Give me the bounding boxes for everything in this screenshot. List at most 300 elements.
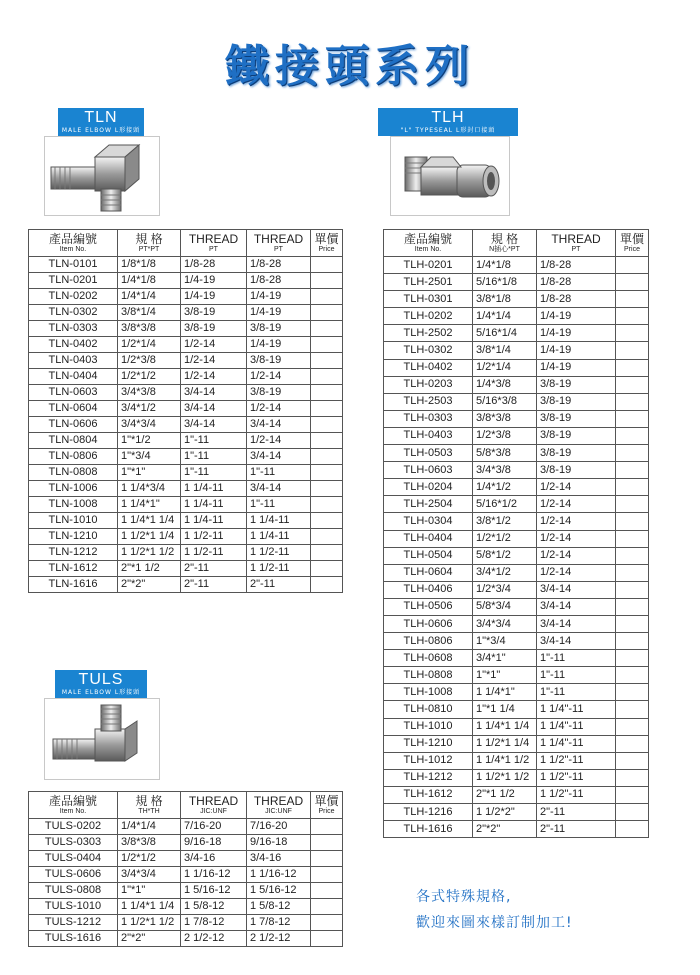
table-cell: 1/2-14 [537, 513, 616, 530]
price-cell [311, 481, 343, 497]
table-row [384, 667, 649, 684]
table-cell: TLH-0204 [384, 479, 473, 496]
table-cell: TLH-0404 [384, 530, 473, 547]
col-price-header: 單價 Price [311, 792, 343, 819]
price-cell [616, 291, 649, 308]
tln-badge-subtitle: MALE ELBOW L形接頭 [61, 127, 141, 134]
table-row [384, 359, 649, 376]
table-row [29, 851, 343, 867]
table-cell: 1/2*3/8 [118, 353, 181, 369]
table-cell: 1/2-14 [537, 496, 616, 513]
table-cell: 1/2-14 [181, 353, 247, 369]
table-cell: 1/8-28 [247, 257, 311, 273]
table-cell: 1/2-14 [247, 369, 311, 385]
table-cell: 1 1/2*1 1/4 [118, 529, 181, 545]
table-cell: 1 1/4*3/4 [118, 481, 181, 497]
table-cell: 1/4-19 [247, 305, 311, 321]
table-cell: 1 1/2*1 1/2 [118, 545, 181, 561]
table-cell: TLH-1212 [384, 769, 473, 786]
price-cell [311, 465, 343, 481]
table-cell: 1 1/4-11 [181, 513, 247, 529]
table-row [384, 547, 649, 564]
table-cell: 3/8*3/8 [473, 410, 537, 427]
table-row [384, 752, 649, 769]
price-cell [311, 401, 343, 417]
col-thread1-header: THREAD PT [537, 230, 616, 257]
table-row [384, 308, 649, 325]
table-cell: TLH-0810 [384, 701, 473, 718]
table-cell: 3/8*1/8 [473, 291, 537, 308]
table-row [384, 598, 649, 615]
table-cell: 9/16-18 [247, 835, 311, 851]
table-cell: 3/4-14 [537, 615, 616, 632]
table-cell: TLH-0808 [384, 667, 473, 684]
table-cell: TLH-0303 [384, 410, 473, 427]
table-row [384, 496, 649, 513]
table-cell: 9/16-18 [181, 835, 247, 851]
table-cell: 1 5/16-12 [247, 883, 311, 899]
table-cell: 5/16*1/8 [473, 274, 537, 291]
table-cell: 3/4*3/8 [473, 462, 537, 479]
table-row [29, 915, 343, 931]
price-cell [616, 684, 649, 701]
col-thread1-header: THREAD JIC:UNF [181, 792, 247, 819]
table-row [384, 393, 649, 410]
col-thread2-header: THREAD JIC:UNF [247, 792, 311, 819]
table-cell: 1 1/4-11 [247, 513, 311, 529]
price-cell [616, 496, 649, 513]
table-cell: 1"-11 [181, 449, 247, 465]
table-cell: 1"-11 [537, 684, 616, 701]
price-cell [616, 257, 649, 274]
table-row [384, 821, 649, 838]
table-cell: 3/8-19 [247, 321, 311, 337]
table-cell: 2"-11 [537, 821, 616, 838]
table-cell: 1 1/4*1 1/4 [473, 718, 537, 735]
table-cell: 1/2*1/2 [473, 530, 537, 547]
table-cell: 2"*2" [118, 931, 181, 947]
price-cell [311, 273, 343, 289]
table-cell: 3/8-19 [247, 385, 311, 401]
price-cell [616, 308, 649, 325]
col-thread1-header: THREAD PT [181, 230, 247, 257]
price-cell [311, 545, 343, 561]
table-cell: 1 1/4"-11 [537, 735, 616, 752]
table-cell: 3/4-14 [181, 385, 247, 401]
table-row [384, 615, 649, 632]
table-cell: 1/4-19 [537, 325, 616, 342]
price-cell [311, 417, 343, 433]
price-cell [311, 337, 343, 353]
table-cell: TLH-1612 [384, 786, 473, 803]
price-cell [616, 786, 649, 803]
table-cell: TLN-0604 [29, 401, 118, 417]
table-cell: 1 1/2*1 1/2 [118, 915, 181, 931]
price-cell [616, 581, 649, 598]
price-cell [616, 650, 649, 667]
table-cell: 1 1/4*1 1/4 [118, 513, 181, 529]
table-cell: 3/8-19 [181, 321, 247, 337]
table-cell: 1/2*1/2 [118, 369, 181, 385]
table-row [384, 804, 649, 821]
table-cell: TLH-0202 [384, 308, 473, 325]
table-cell: TLH-1010 [384, 718, 473, 735]
table-cell: 3/8-19 [247, 353, 311, 369]
table-cell: 7/16-20 [181, 819, 247, 835]
table-cell: TULS-0404 [29, 851, 118, 867]
col-code-header: 產品編號 Item No. [384, 230, 473, 257]
price-cell [616, 564, 649, 581]
table-cell: 3/8*1/4 [118, 305, 181, 321]
price-cell [311, 899, 343, 915]
table-cell: 1/4*1/2 [473, 479, 537, 496]
table-cell: 1 7/8-12 [247, 915, 311, 931]
table-cell: 3/8-19 [181, 305, 247, 321]
col-code-header: 產品編號 Item No. [29, 230, 118, 257]
page-title: 鐵接頭系列 [225, 41, 475, 92]
table-row [384, 427, 649, 444]
table-cell: 1 5/8-12 [247, 899, 311, 915]
price-cell [616, 410, 649, 427]
table-row [384, 581, 649, 598]
table-cell: 1/4-19 [247, 337, 311, 353]
table-row [29, 899, 343, 915]
table-row [29, 529, 343, 545]
table-cell: 1 1/2*2" [473, 804, 537, 821]
table-cell: TLN-0101 [29, 257, 118, 273]
table-cell: TLH-0406 [384, 581, 473, 598]
table-cell: TLN-0603 [29, 385, 118, 401]
table-cell: TLH-0503 [384, 445, 473, 462]
table-row [384, 769, 649, 786]
table-cell: TLH-0608 [384, 650, 473, 667]
table-cell: 1/2-14 [181, 337, 247, 353]
table-row [29, 353, 343, 369]
price-cell [616, 633, 649, 650]
table-cell: 1 1/2"-11 [537, 752, 616, 769]
tuls-elbow-image [45, 699, 159, 779]
tuls-badge-subtitle: MALE ELBOW L形接頭 [61, 689, 141, 696]
table-cell: 1 1/2*1 1/2 [473, 769, 537, 786]
table-row [384, 786, 649, 803]
table-row [29, 289, 343, 305]
table-cell: TULS-0202 [29, 819, 118, 835]
table-row [29, 481, 343, 497]
note-line-2: 歡迎來圖來樣訂制加工! [416, 915, 573, 931]
tlh-elbow-image [391, 137, 509, 215]
table-cell: TLH-1012 [384, 752, 473, 769]
table-cell: TLH-0506 [384, 598, 473, 615]
table-cell: 3/4-14 [247, 449, 311, 465]
table-cell: 2"-11 [537, 804, 616, 821]
table-cell: 1/4-19 [181, 273, 247, 289]
table-cell: TLH-0201 [384, 257, 473, 274]
table-cell: 1/8-28 [247, 273, 311, 289]
table-cell: 5/8*3/4 [473, 598, 537, 615]
table-cell: 1 1/2-11 [247, 545, 311, 561]
table-cell: 1/2*3/8 [473, 427, 537, 444]
table-cell: 1 1/2"-11 [537, 769, 616, 786]
table-cell: 1/4*1/4 [118, 289, 181, 305]
table-cell: 2"*2" [118, 577, 181, 593]
table-cell: 3/8-19 [537, 462, 616, 479]
table-cell: 2"*1 1/2 [118, 561, 181, 577]
table-cell: 3/8*1/2 [473, 513, 537, 530]
table-cell: 1/4-19 [181, 289, 247, 305]
table-cell: 3/8-19 [537, 393, 616, 410]
price-cell [311, 931, 343, 947]
table-cell: 1 1/4*1" [473, 684, 537, 701]
tlh-header-row [384, 230, 649, 257]
price-cell [616, 479, 649, 496]
table-cell: 5/8*3/8 [473, 445, 537, 462]
price-cell [311, 883, 343, 899]
table-row [29, 931, 343, 947]
table-row [384, 718, 649, 735]
table-cell: 1"-11 [181, 433, 247, 449]
price-cell [616, 427, 649, 444]
table-cell: 1/4-19 [537, 359, 616, 376]
table-cell: TLH-2504 [384, 496, 473, 513]
table-cell: 1 7/8-12 [181, 915, 247, 931]
table-row [384, 530, 649, 547]
table-row [29, 369, 343, 385]
price-cell [616, 274, 649, 291]
table-cell: 1"-11 [537, 650, 616, 667]
table-cell: 1/4*1/8 [118, 273, 181, 289]
table-row [29, 867, 343, 883]
table-cell: 3/4*3/4 [473, 615, 537, 632]
col-spec-header: 規 格 TH*TH [118, 792, 181, 819]
table-cell: TLH-0504 [384, 547, 473, 564]
table-row [384, 633, 649, 650]
table-row [29, 497, 343, 513]
table-cell: TLH-0402 [384, 359, 473, 376]
table-cell: 1 1/16-12 [181, 867, 247, 883]
price-cell [311, 289, 343, 305]
table-row [384, 650, 649, 667]
table-cell: 1/4*1/4 [118, 819, 181, 835]
table-cell: TLN-0404 [29, 369, 118, 385]
price-cell [616, 376, 649, 393]
price-cell [311, 321, 343, 337]
price-cell [616, 359, 649, 376]
table-cell: 1/4*1/8 [473, 257, 537, 274]
table-cell: 3/4*3/4 [118, 417, 181, 433]
table-cell: 5/8*1/2 [473, 547, 537, 564]
table-cell: 3/4-16 [247, 851, 311, 867]
table-cell: 1/2*1/4 [118, 337, 181, 353]
tln-badge [58, 108, 144, 136]
price-cell [311, 369, 343, 385]
col-thread2-header: THREAD PT [247, 230, 311, 257]
tuls-photo [44, 698, 160, 780]
price-cell [616, 735, 649, 752]
table-cell: 1/2-14 [537, 479, 616, 496]
tlh-spec-table [383, 229, 649, 838]
table-cell: 1"*3/4 [118, 449, 181, 465]
table-row [384, 257, 649, 274]
table-row [29, 257, 343, 273]
price-cell [311, 385, 343, 401]
table-cell: TLH-0304 [384, 513, 473, 530]
table-cell: TLH-2503 [384, 393, 473, 410]
table-row [29, 417, 343, 433]
table-row [384, 684, 649, 701]
table-cell: TLN-0402 [29, 337, 118, 353]
price-cell [616, 325, 649, 342]
table-row [29, 513, 343, 529]
table-cell: 3/8*3/8 [118, 835, 181, 851]
table-cell: 7/16-20 [247, 819, 311, 835]
table-cell: TLN-1010 [29, 513, 118, 529]
table-cell: TLH-1616 [384, 821, 473, 838]
table-row [29, 273, 343, 289]
table-cell: TLN-0201 [29, 273, 118, 289]
table-cell: TLH-2501 [384, 274, 473, 291]
table-cell: 2"*1 1/2 [473, 786, 537, 803]
table-cell: 2 1/2-12 [181, 931, 247, 947]
price-cell [616, 598, 649, 615]
table-row [384, 342, 649, 359]
tuls-spec-table [28, 791, 343, 947]
table-cell: 3/4-16 [181, 851, 247, 867]
table-cell: 1 1/4-11 [181, 497, 247, 513]
table-row [29, 883, 343, 899]
table-cell: 1 1/2-11 [247, 561, 311, 577]
table-cell: 2"*2" [473, 821, 537, 838]
table-cell: TLN-1008 [29, 497, 118, 513]
table-cell: 1"*1" [118, 465, 181, 481]
table-cell: 1 1/2*1 1/4 [473, 735, 537, 752]
table-cell: 1/4*3/8 [473, 376, 537, 393]
price-cell [311, 561, 343, 577]
table-cell: 1/8-28 [181, 257, 247, 273]
table-cell: 3/4*1/2 [118, 401, 181, 417]
table-cell: TLH-0603 [384, 462, 473, 479]
table-cell: 1"*1" [473, 667, 537, 684]
table-cell: 3/4-14 [537, 633, 616, 650]
table-row [29, 305, 343, 321]
col-code-header: 產品編號 Item No. [29, 792, 118, 819]
table-cell: 1 1/4*1 1/2 [473, 752, 537, 769]
tln-photo [44, 136, 160, 216]
table-cell: 1"-11 [247, 465, 311, 481]
table-cell: 3/8-19 [537, 445, 616, 462]
table-cell: 1/2-14 [537, 564, 616, 581]
table-cell: 1 1/4*1 1/4 [118, 899, 181, 915]
price-cell [616, 342, 649, 359]
table-cell: 3/8-19 [537, 376, 616, 393]
table-row [29, 819, 343, 835]
col-spec-header: 規 格 N插心*PT [473, 230, 537, 257]
table-cell: TLN-1212 [29, 545, 118, 561]
table-cell: 1/8-28 [537, 291, 616, 308]
price-cell [311, 353, 343, 369]
price-cell [311, 867, 343, 883]
table-cell: 1/2-14 [181, 369, 247, 385]
table-row [29, 561, 343, 577]
table-cell: TLH-0403 [384, 427, 473, 444]
table-cell: TLN-1616 [29, 577, 118, 593]
table-row [29, 321, 343, 337]
price-cell [616, 530, 649, 547]
col-price-header: 單價 Price [616, 230, 649, 257]
table-cell: 2"-11 [181, 577, 247, 593]
table-cell: 1/2-14 [247, 401, 311, 417]
price-cell [616, 752, 649, 769]
tlh-badge-name: TLH [431, 109, 465, 126]
table-cell: 1/2-14 [537, 530, 616, 547]
table-cell: 1 5/16-12 [181, 883, 247, 899]
table-cell: TLN-0403 [29, 353, 118, 369]
tlh-badge-subtitle: "L" TYPESEAL L形封口接頭 [400, 127, 496, 134]
table-row [29, 401, 343, 417]
table-cell: 1"*1/2 [118, 433, 181, 449]
table-row [29, 385, 343, 401]
table-cell: 1 1/2-11 [181, 529, 247, 545]
price-cell [616, 701, 649, 718]
table-cell: 1"-11 [247, 497, 311, 513]
tln-header-row [29, 230, 343, 257]
price-cell [616, 804, 649, 821]
table-cell: TULS-0808 [29, 883, 118, 899]
table-row [384, 325, 649, 342]
table-cell: 1"*3/4 [473, 633, 537, 650]
tuls-badge-name: TULS [78, 671, 124, 688]
price-cell [311, 577, 343, 593]
table-cell: 1 1/2"-11 [537, 786, 616, 803]
price-cell [311, 851, 343, 867]
table-cell: 1 1/2-11 [181, 545, 247, 561]
table-cell: 3/8*3/8 [118, 321, 181, 337]
note-line-1: 各式特殊規格, [416, 889, 512, 905]
price-cell [311, 433, 343, 449]
table-row [29, 577, 343, 593]
table-cell: 2"-11 [247, 577, 311, 593]
price-cell [311, 305, 343, 321]
table-row [384, 735, 649, 752]
table-cell: 3/4*3/4 [118, 867, 181, 883]
table-row [384, 291, 649, 308]
table-cell: 3/8*1/4 [473, 342, 537, 359]
table-cell: TULS-1212 [29, 915, 118, 931]
table-cell: 1/2-14 [247, 433, 311, 449]
table-cell: TULS-0303 [29, 835, 118, 851]
table-cell: TLH-2502 [384, 325, 473, 342]
table-cell: 3/8-19 [537, 427, 616, 444]
table-cell: TLN-0804 [29, 433, 118, 449]
table-cell: 1 1/16-12 [247, 867, 311, 883]
table-row [384, 274, 649, 291]
table-cell: 1/2*3/4 [473, 581, 537, 598]
tuls-badge [55, 670, 147, 698]
table-cell: 1/4*1/4 [473, 308, 537, 325]
price-cell [616, 821, 649, 838]
table-cell: 3/4*1/2 [473, 564, 537, 581]
table-cell: TLN-1612 [29, 561, 118, 577]
price-cell [311, 915, 343, 931]
price-cell [616, 615, 649, 632]
table-cell: 1/2*1/2 [118, 851, 181, 867]
table-cell: 1 1/4"-11 [537, 701, 616, 718]
table-cell: 5/16*1/2 [473, 496, 537, 513]
price-cell [311, 513, 343, 529]
table-cell: 1"*1" [118, 883, 181, 899]
table-cell: 1 5/8-12 [181, 899, 247, 915]
table-cell: 1 1/4"-11 [537, 718, 616, 735]
table-cell: 5/16*3/8 [473, 393, 537, 410]
